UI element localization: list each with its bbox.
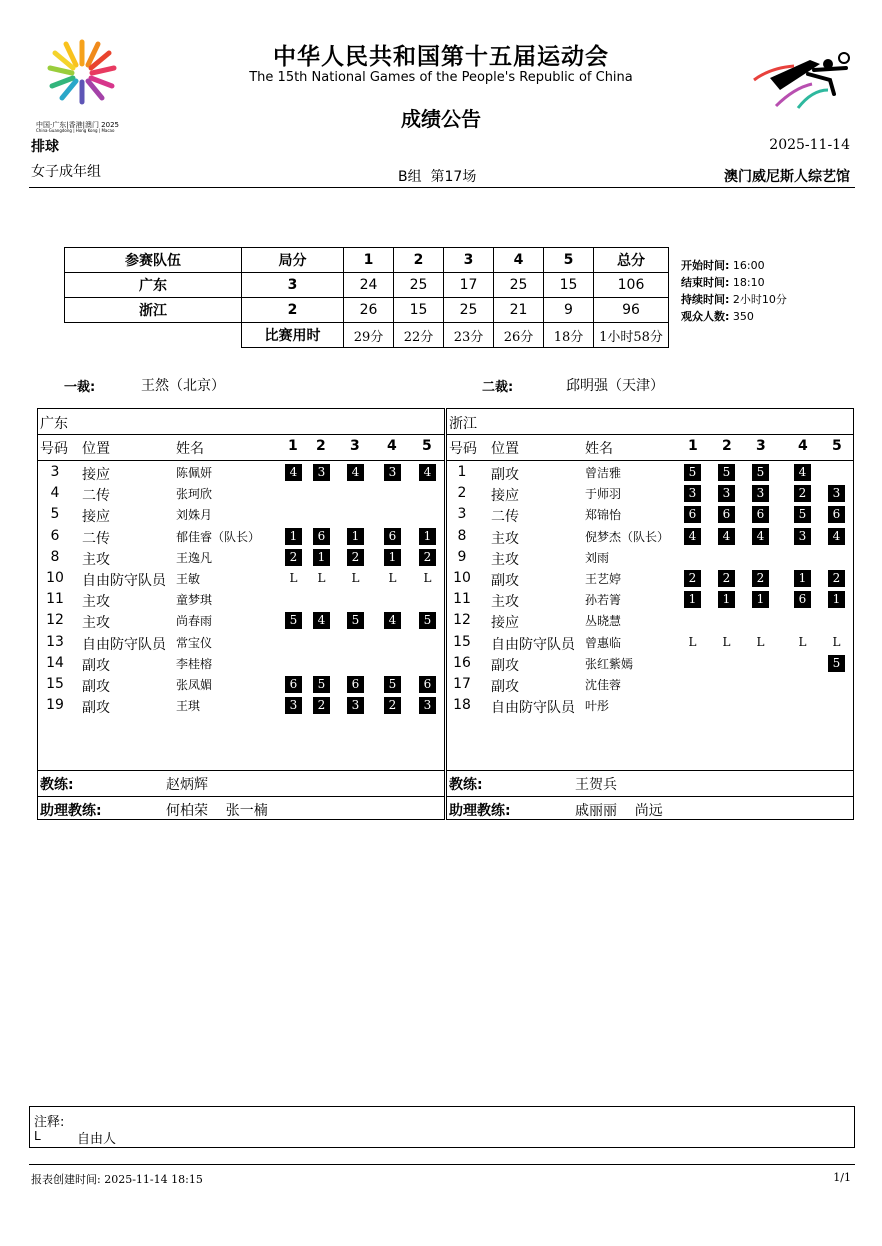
player-name: 王琪 — [176, 699, 201, 714]
starting-position-badge: 6 — [384, 528, 401, 545]
set-score: 17 — [444, 273, 494, 298]
libero-marker: L — [722, 634, 731, 649]
player-position: 二传 — [82, 530, 110, 547]
starting-position-badge: 4 — [828, 528, 845, 545]
player-name: 于师羽 — [585, 487, 622, 502]
col-set3: 3 — [756, 438, 766, 454]
player-name: 郁佳睿（队长） — [176, 529, 261, 544]
header-set3: 3 — [444, 248, 494, 273]
starting-position-badge: 4 — [347, 464, 364, 481]
starting-position-badge: 1 — [419, 528, 436, 545]
starting-position-badge: 6 — [419, 676, 436, 693]
roster-team-name: 广东 — [40, 416, 68, 432]
set-duration: 22分 — [394, 323, 444, 348]
player-position: 二传 — [82, 488, 110, 505]
starting-position-badge: 6 — [828, 506, 845, 523]
starting-position-badge: 1 — [384, 549, 401, 566]
roster-guangdong — [37, 408, 445, 820]
header-team: 参赛队伍 — [65, 248, 242, 273]
player-row — [447, 696, 853, 717]
starting-position-badge: 3 — [419, 697, 436, 714]
starting-position-badge: 1 — [285, 528, 302, 545]
player-row — [447, 505, 853, 526]
col-set5: 5 — [422, 438, 432, 454]
player-row — [38, 696, 444, 717]
player-name: 童梦琪 — [176, 593, 213, 608]
duration-row — [65, 323, 669, 348]
notes-desc: 自由人 — [77, 1132, 117, 1147]
player-row — [447, 463, 853, 484]
end-value: 18:10 — [732, 276, 765, 289]
player-position: 自由防守队员 — [82, 573, 166, 589]
header-set1: 1 — [344, 248, 394, 273]
player-name: 张红紫嫣 — [585, 656, 634, 671]
roster-divider — [38, 460, 444, 461]
player-position: 副攻 — [491, 657, 519, 674]
player-position: 自由防守队员 — [82, 636, 166, 653]
set-score: 9 — [544, 298, 594, 323]
player-position: 接应 — [491, 615, 519, 632]
player-number: 9 — [457, 548, 467, 565]
starting-position-badge: 2 — [828, 570, 845, 587]
bulletin-title: 成绩公告 — [401, 107, 481, 131]
starting-position-badge: 1 — [752, 591, 769, 608]
player-row — [38, 569, 444, 590]
set-score: 21 — [494, 298, 544, 323]
set-score: 26 — [344, 298, 394, 323]
player-number: 10 — [453, 570, 471, 586]
player-number: 13 — [46, 633, 64, 650]
player-number: 4 — [50, 485, 60, 502]
starting-position-badge: 4 — [384, 612, 401, 629]
coach-label: 教练: — [449, 777, 483, 793]
starting-position-badge: 5 — [718, 464, 735, 481]
player-name: 刘姝月 — [176, 508, 213, 523]
player-position: 接应 — [491, 488, 519, 505]
assistant-label: 助理教练: — [449, 803, 511, 819]
roster-zhejiang — [446, 408, 854, 820]
starting-position-badge: 2 — [313, 697, 330, 714]
starting-position-badge: 1 — [347, 528, 364, 545]
sport-label: 排球 — [31, 139, 59, 155]
starting-position-badge: 6 — [752, 506, 769, 523]
player-number: 5 — [50, 506, 60, 523]
player-row — [38, 611, 444, 632]
score-row-zhejiang — [65, 298, 669, 323]
roster-divider — [38, 434, 444, 435]
player-position: 主攻 — [82, 594, 110, 611]
col-set2: 2 — [722, 438, 732, 454]
player-number: 15 — [46, 676, 64, 692]
score-header-row — [65, 248, 669, 273]
player-row — [38, 654, 444, 675]
col-set5: 5 — [832, 438, 842, 454]
starting-position-badge: 3 — [285, 697, 302, 714]
set-score: 24 — [344, 273, 394, 298]
player-name: 郑锦怡 — [585, 508, 622, 523]
sets-won: 3 — [242, 273, 344, 298]
player-number: 3 — [50, 464, 60, 480]
total-score: 106 — [594, 273, 669, 298]
player-name: 张珂欣 — [176, 487, 213, 502]
starting-position-badge: 2 — [718, 570, 735, 587]
player-number: 11 — [453, 591, 471, 608]
player-name: 尚春雨 — [176, 614, 213, 629]
roster-divider — [447, 796, 853, 797]
player-row — [447, 590, 853, 611]
player-name: 李桂榕 — [176, 656, 213, 671]
player-row — [38, 484, 444, 505]
games-title-cn: 中华人民共和国第十五届运动会 — [273, 44, 609, 70]
player-position: 主攻 — [491, 551, 519, 568]
player-row — [447, 569, 853, 590]
starting-position-badge: 4 — [684, 528, 701, 545]
header-set5: 5 — [544, 248, 594, 273]
player-row — [447, 484, 853, 505]
set-duration: 26分 — [494, 323, 544, 348]
player-name: 陈佩妍 — [176, 466, 213, 480]
starting-position-badge: 5 — [828, 655, 845, 672]
player-number: 3 — [457, 506, 467, 523]
starting-position-badge: 5 — [794, 506, 811, 523]
duration-info-label: 持续时间: — [681, 293, 730, 306]
starting-position-badge: 1 — [313, 549, 330, 566]
player-name: 张凤媚 — [176, 678, 213, 692]
starting-position-badge: 6 — [347, 676, 364, 693]
end-label: 结束时间: — [681, 276, 730, 289]
player-row — [447, 654, 853, 675]
player-name: 刘雨 — [585, 550, 610, 565]
player-position: 副攻 — [82, 679, 110, 695]
player-position: 副攻 — [491, 467, 519, 483]
total-score: 96 — [594, 298, 669, 323]
player-position: 接应 — [82, 467, 110, 483]
starting-position-badge: 4 — [718, 528, 735, 545]
player-row — [447, 611, 853, 632]
starting-position-badge: 4 — [313, 612, 330, 629]
roster-divider — [38, 770, 444, 771]
header-total: 总分 — [594, 248, 669, 273]
player-name: 叶彤 — [585, 699, 610, 714]
first-referee-label: 一裁: — [64, 380, 96, 395]
header-rule — [29, 187, 855, 188]
player-number: 12 — [46, 612, 64, 629]
group-match: B组 第17场 — [398, 169, 477, 185]
player-position: 副攻 — [82, 700, 110, 717]
player-position: 接应 — [82, 509, 110, 526]
coach-name: 王贺兵 — [575, 777, 617, 793]
starting-position-badge: 3 — [794, 528, 811, 545]
starting-position-badge: 6 — [718, 506, 735, 523]
footer-rule — [29, 1164, 855, 1165]
starting-position-badge: 2 — [384, 697, 401, 714]
starting-position-badge: 3 — [718, 485, 735, 502]
col-set4: 4 — [387, 438, 397, 454]
starting-position-badge: 3 — [347, 697, 364, 714]
libero-marker: L — [756, 634, 765, 649]
set-score: 15 — [394, 298, 444, 323]
starting-position-badge: 6 — [684, 506, 701, 523]
starting-position-badge: 5 — [419, 612, 436, 629]
player-row — [447, 675, 853, 696]
coach-label: 教练: — [40, 777, 74, 793]
starting-position-badge: 2 — [752, 570, 769, 587]
starting-position-badge: 4 — [285, 464, 302, 481]
player-number: 15 — [453, 633, 471, 650]
sets-won: 2 — [242, 298, 344, 323]
games-title-en: The 15th National Games of the People's Republic of China — [249, 70, 633, 85]
set-duration: 18分 — [544, 323, 594, 348]
col-name: 姓名 — [585, 441, 613, 457]
col-no: 号码 — [40, 441, 68, 457]
report-created: 报表创建时间: 2025-11-14 18:15 — [31, 1173, 203, 1186]
player-row — [38, 633, 444, 654]
starting-position-badge: 5 — [384, 676, 401, 693]
starting-position-badge: 1 — [828, 591, 845, 608]
end-time — [681, 274, 765, 290]
set-score: 15 — [544, 273, 594, 298]
col-pos: 位置 — [491, 441, 519, 457]
player-number: 11 — [46, 591, 64, 608]
header-set2: 2 — [394, 248, 444, 273]
libero-marker: L — [423, 571, 432, 585]
player-name: 曾惠临 — [585, 635, 622, 650]
libero-marker: L — [289, 571, 298, 585]
player-number: 17 — [453, 676, 471, 692]
starting-position-badge: 1 — [794, 570, 811, 587]
player-position: 主攻 — [491, 594, 519, 611]
libero-marker: L — [832, 634, 841, 649]
player-name: 王敏 — [176, 572, 201, 586]
col-name: 姓名 — [176, 441, 204, 457]
libero-marker: L — [351, 571, 360, 585]
player-number: 8 — [457, 527, 467, 544]
player-number: 16 — [453, 654, 471, 671]
player-number: 19 — [46, 697, 64, 714]
set-score: 25 — [494, 273, 544, 298]
set-duration: 23分 — [444, 323, 494, 348]
starting-position-badge: 5 — [313, 676, 330, 693]
score-row-guangdong — [65, 273, 669, 298]
player-row — [447, 633, 853, 654]
player-name: 常宝仪 — [176, 635, 213, 650]
player-row — [38, 675, 444, 696]
second-referee: 邱明强（天津） — [566, 378, 664, 394]
starting-position-badge: 2 — [285, 549, 302, 566]
roster-divider — [38, 796, 444, 797]
starting-position-badge: 4 — [419, 464, 436, 481]
player-position: 副攻 — [82, 657, 110, 674]
player-row — [38, 548, 444, 569]
player-position: 主攻 — [491, 530, 519, 547]
player-number: 1 — [457, 464, 467, 480]
audience-label: 观众人数: — [681, 310, 730, 323]
starting-position-badge: 3 — [684, 485, 701, 502]
player-name: 沈佳蓉 — [585, 678, 622, 692]
player-name: 丛晓慧 — [585, 614, 622, 629]
player-position: 自由防守队员 — [491, 700, 575, 717]
player-position: 副攻 — [491, 679, 519, 695]
player-row — [447, 548, 853, 569]
player-name: 王艺婷 — [585, 572, 622, 586]
score-table — [64, 247, 669, 348]
header-set4: 4 — [494, 248, 544, 273]
col-set1: 1 — [688, 438, 698, 454]
libero-marker: L — [388, 571, 397, 585]
starting-position-badge: 4 — [752, 528, 769, 545]
player-number: 10 — [46, 570, 64, 586]
starting-position-badge: 3 — [752, 485, 769, 502]
starting-position-badge: 1 — [684, 591, 701, 608]
roster-divider — [447, 770, 853, 771]
player-number: 12 — [453, 612, 471, 629]
venue: 澳门威尼斯人综艺馆 — [724, 169, 850, 185]
start-label: 开始时间: — [681, 259, 730, 272]
assistant-names: 何柏荣 张一楠 — [166, 803, 268, 819]
player-row — [447, 527, 853, 548]
page-number: 1/1 — [833, 1171, 851, 1184]
player-number: 2 — [457, 485, 467, 502]
set-duration: 29分 — [344, 323, 394, 348]
player-row — [38, 505, 444, 526]
match-date: 2025-11-14 — [769, 137, 850, 153]
starting-position-badge: 5 — [684, 464, 701, 481]
starting-position-badge: 2 — [419, 549, 436, 566]
player-name: 孙若箐 — [585, 593, 622, 608]
player-position: 副攻 — [491, 573, 519, 589]
starting-position-badge: 3 — [313, 464, 330, 481]
starting-position-badge: 2 — [794, 485, 811, 502]
starting-position-badge: 6 — [313, 528, 330, 545]
audience-info — [681, 308, 754, 324]
duration-info-value: 2小时10分 — [732, 293, 787, 306]
roster-divider — [447, 434, 853, 435]
player-position: 二传 — [491, 509, 519, 526]
notes-label: 注释: — [34, 1115, 65, 1130]
second-referee-label: 二裁: — [482, 380, 514, 395]
roster-divider — [447, 460, 853, 461]
start-time — [681, 257, 765, 273]
set-score: 25 — [444, 298, 494, 323]
player-number: 6 — [50, 527, 60, 544]
starting-position-badge: 5 — [285, 612, 302, 629]
col-set3: 3 — [350, 438, 360, 454]
notes-key: L — [34, 1129, 41, 1143]
starting-position-badge: 5 — [752, 464, 769, 481]
player-number: 18 — [453, 697, 471, 714]
roster-team-name: 浙江 — [449, 416, 477, 432]
starting-position-badge: 4 — [794, 464, 811, 481]
player-name: 王逸凡 — [176, 550, 213, 565]
player-number: 14 — [46, 654, 64, 671]
set-score: 25 — [394, 273, 444, 298]
col-set4: 4 — [798, 438, 808, 454]
assistant-label: 助理教练: — [40, 803, 102, 819]
starting-position-badge: 6 — [285, 676, 302, 693]
col-set2: 2 — [316, 438, 326, 454]
player-name: 曾洁雅 — [585, 466, 622, 480]
player-row — [38, 527, 444, 548]
team-name: 广东 — [65, 273, 242, 298]
category-label: 女子成年组 — [31, 164, 101, 180]
team-name: 浙江 — [65, 298, 242, 323]
starting-position-badge: 5 — [347, 612, 364, 629]
assistant-names: 戚丽丽 尚远 — [575, 803, 663, 819]
player-name: 倪梦杰（队长） — [585, 529, 670, 544]
starting-position-badge: 2 — [347, 549, 364, 566]
player-position: 自由防守队员 — [491, 636, 575, 653]
notes-box — [29, 1106, 855, 1148]
libero-marker: L — [798, 634, 807, 649]
starting-position-badge: 6 — [794, 591, 811, 608]
audience-value: 350 — [732, 310, 754, 323]
col-no: 号码 — [449, 441, 477, 457]
first-referee: 王然（北京） — [141, 378, 225, 394]
starting-position-badge: 3 — [384, 464, 401, 481]
duration-spacer — [65, 323, 242, 348]
logo-caption-en: China·Guangdong | Hong Kong | Macao — [36, 128, 115, 133]
player-row — [38, 590, 444, 611]
duration-info — [681, 291, 787, 307]
player-position: 主攻 — [82, 615, 110, 632]
libero-marker: L — [688, 634, 697, 649]
player-number: 8 — [50, 548, 60, 565]
duration-label: 比赛用时 — [242, 323, 344, 348]
col-pos: 位置 — [82, 441, 110, 457]
total-duration: 1小时58分 — [594, 323, 669, 348]
logo-caption-cn: 中国·广东|香港|澳门 2025 — [36, 121, 119, 129]
start-value: 16:00 — [732, 259, 765, 272]
starting-position-badge: 2 — [684, 570, 701, 587]
coach-name: 赵炳辉 — [166, 777, 208, 793]
starting-position-badge: 1 — [718, 591, 735, 608]
starting-position-badge: 3 — [828, 485, 845, 502]
player-position: 主攻 — [82, 551, 110, 568]
player-row — [38, 463, 444, 484]
libero-marker: L — [317, 571, 326, 585]
header-sets: 局分 — [242, 248, 344, 273]
col-set1: 1 — [288, 438, 298, 454]
